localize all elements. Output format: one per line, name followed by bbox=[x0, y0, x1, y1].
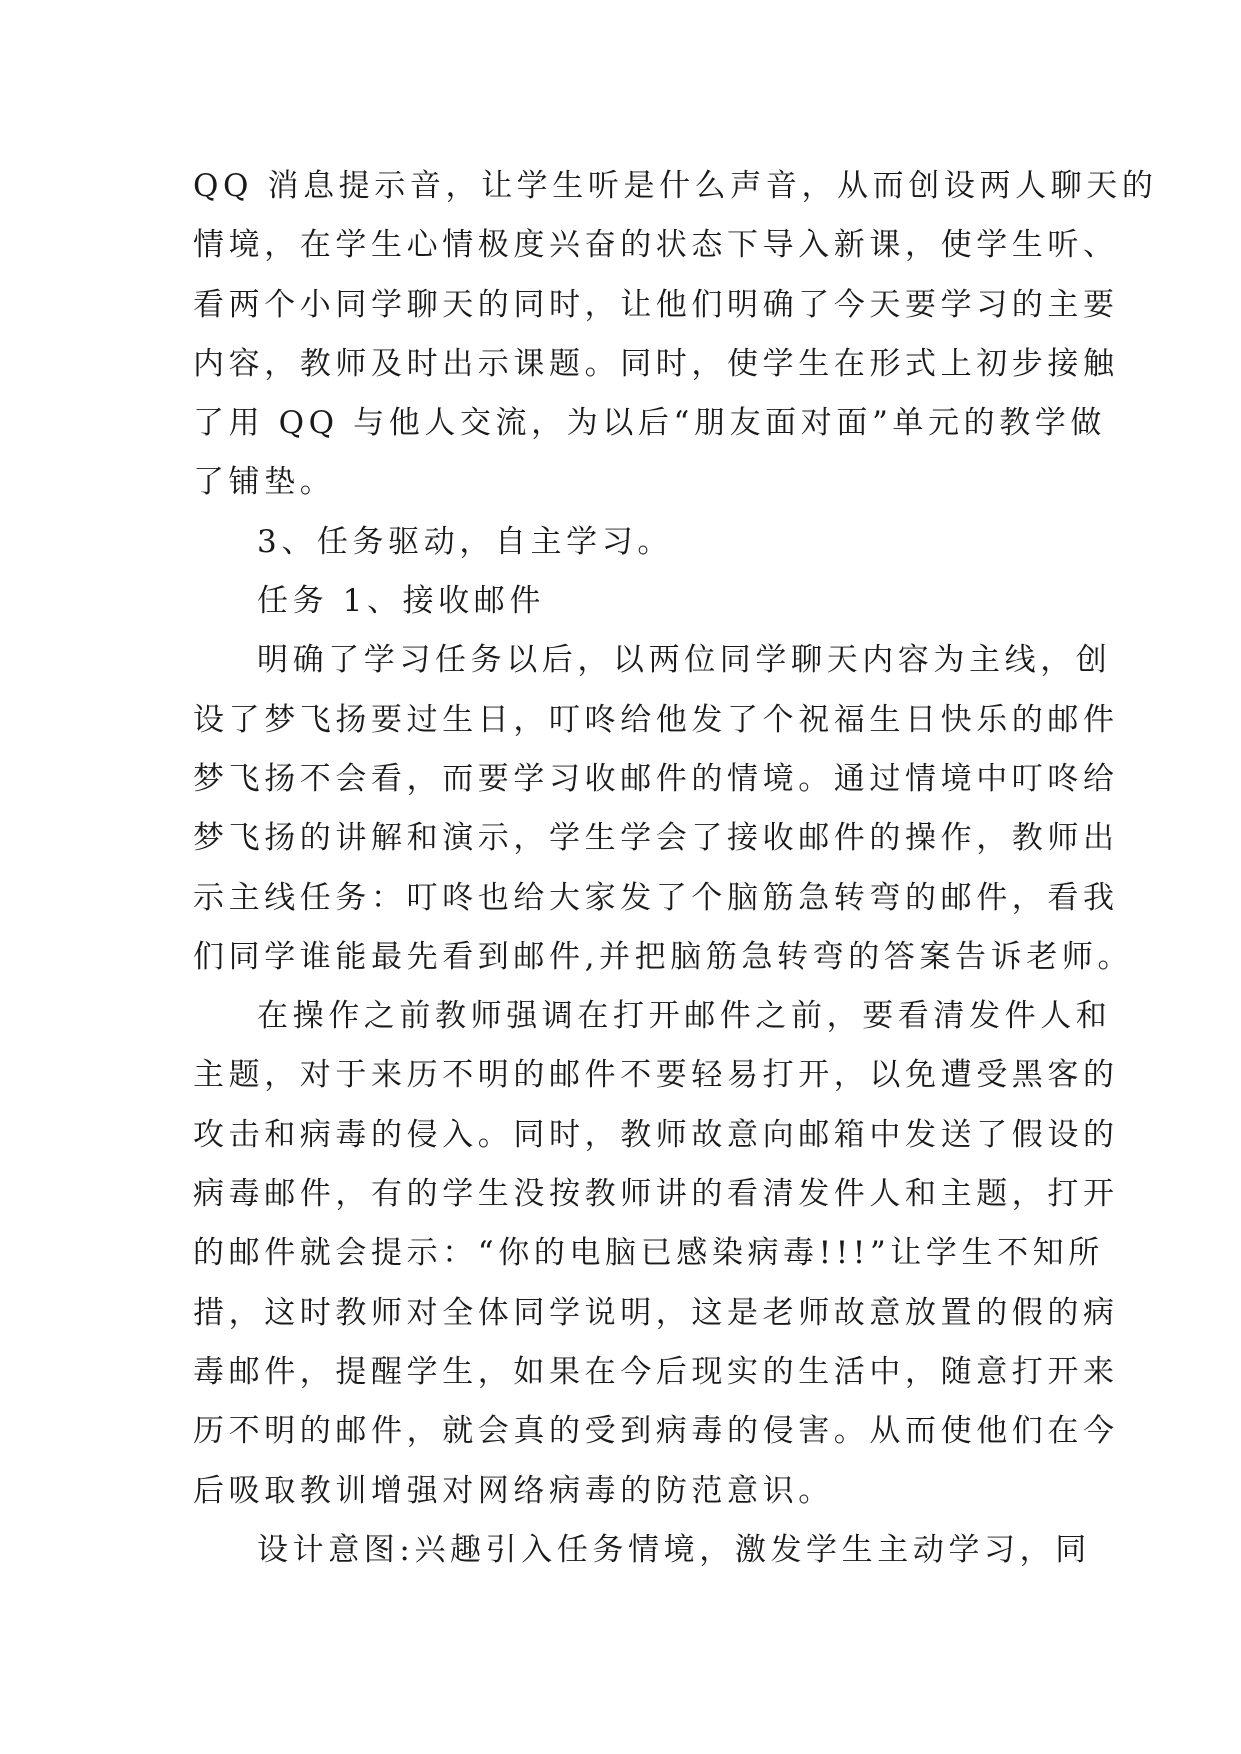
text-line: 设了梦飞扬要过生日，叮咚给他发了个祝福生日快乐的邮件 bbox=[193, 701, 1119, 738]
text-line: 攻击和病毒的侵入。同时，教师故意向邮箱中发送了假设的 bbox=[193, 1116, 1119, 1153]
section-heading: 3、任务驱动，自主学习。 bbox=[257, 523, 673, 560]
text-line: 了铺垫。 bbox=[193, 464, 336, 501]
text-line: 看两个小同学聊天的同时，让他们明确了今天要学习的主要 bbox=[193, 286, 1119, 323]
text-line: 后吸取教训增强对网络病毒的防范意识。 bbox=[193, 1472, 834, 1509]
text-line: 在操作之前教师强调在打开邮件之前，要看清发件人和 bbox=[257, 998, 1112, 1035]
text-line: 梦飞扬的讲解和演示，学生学会了接收邮件的操作，教师出 bbox=[193, 820, 1119, 857]
text-line: 了用 QQ 与他人交流，为以后“朋友面对面”单元的教学做 bbox=[193, 405, 1107, 442]
text-line: 情境，在学生心情极度兴奋的状态下导入新课，使学生听、 bbox=[193, 227, 1119, 264]
text-line: QQ 消息提示音，让学生听是什么声音，从而创设两人聊天的 bbox=[193, 168, 1158, 204]
text-line: 示主线任务：叮咚也给大家发了个脑筋急转弯的邮件，看我 bbox=[193, 879, 1119, 916]
text-line: 们同学谁能最先看到邮件,并把脑筋急转弯的答案告诉老师。 bbox=[193, 938, 1134, 975]
subsection-heading: 任务 1、接收邮件 bbox=[257, 583, 545, 620]
text-line: 内容，教师及时出示课题。同时，使学生在形式上初步接触 bbox=[193, 345, 1119, 382]
text-line: 历不明的邮件，就会真的受到病毒的侵害。从而使他们在今 bbox=[193, 1413, 1119, 1450]
text-line: 病毒邮件，有的学生没按教师讲的看清发件人和主题，打开 bbox=[193, 1176, 1119, 1213]
text-line: 毒邮件，提醒学生，如果在今后现实的生活中，随意打开来 bbox=[193, 1353, 1119, 1390]
text-line: 主题，对于来历不明的邮件不要轻易打开，以免遭受黑客的 bbox=[193, 1057, 1119, 1094]
text-line: 的邮件就会提示：“你的电脑已感染病毒!!!”让学生不知所 bbox=[193, 1235, 1104, 1272]
body-text bbox=[193, 157, 1158, 1580]
text-line: 明确了学习任务以后，以两位同学聊天内容为主线，创 bbox=[257, 642, 1112, 679]
text-line: 梦飞扬不会看，而要学习收邮件的情境。通过情境中叮咚给 bbox=[193, 760, 1119, 797]
text-line: 措，这时教师对全体同学说明，这是老师故意放置的假的病 bbox=[193, 1294, 1119, 1331]
text-line: 设计意图:兴趣引入任务情境，激发学生主动学习，同 bbox=[257, 1531, 1091, 1568]
